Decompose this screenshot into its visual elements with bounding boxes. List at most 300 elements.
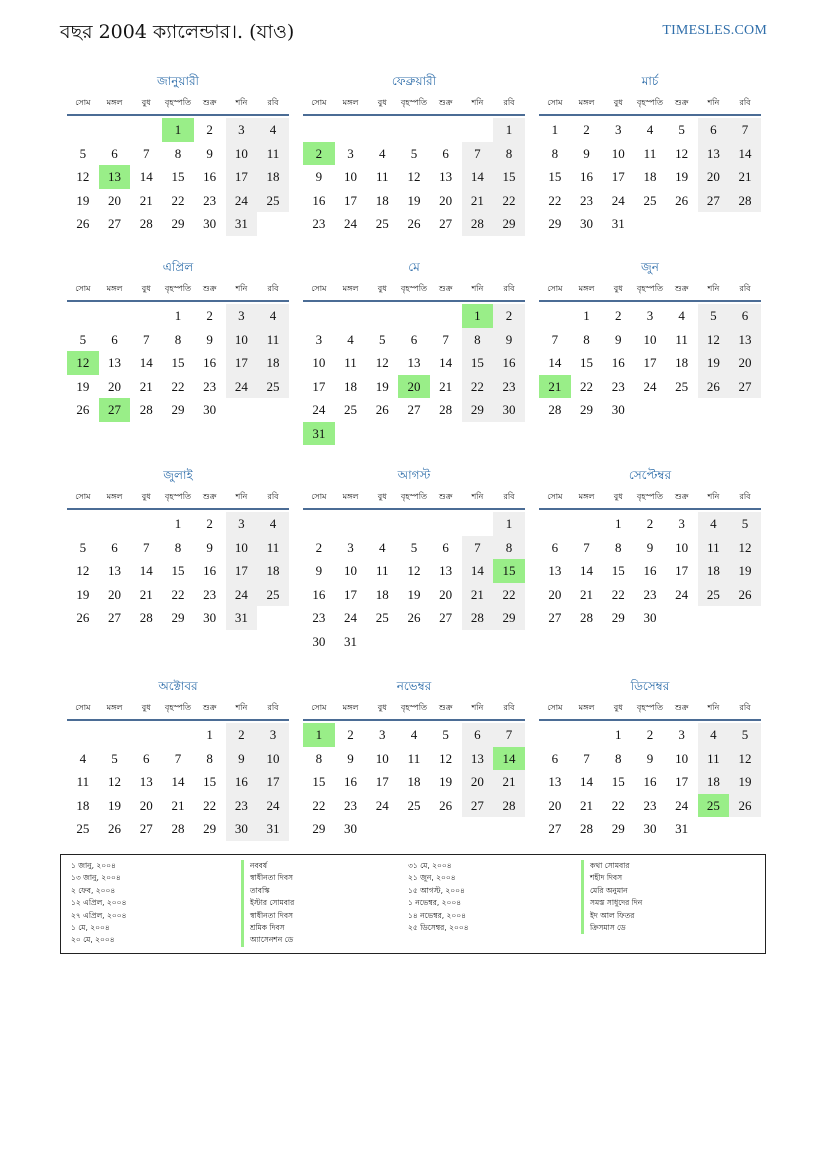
day-cell[interactable]: 17 [375, 774, 389, 789]
day-cell[interactable]: 13 [548, 774, 562, 789]
day-cell[interactable]: 24 [344, 610, 358, 625]
day-cell[interactable]: 7 [142, 539, 150, 555]
day-cell[interactable]: 28 [171, 821, 185, 836]
day-cell[interactable]: 17 [611, 169, 625, 184]
day-cell[interactable]: 13 [407, 355, 421, 370]
day-cell[interactable]: 15 [611, 563, 625, 578]
day-cell[interactable]: 24 [344, 216, 358, 231]
day-cell[interactable]: 21 [738, 169, 752, 184]
day-cell[interactable]: 5 [378, 331, 386, 347]
day-cell[interactable]: 4 [710, 727, 717, 742]
day-cell[interactable]: 15 [171, 169, 185, 184]
day-cell[interactable]: 30 [580, 216, 594, 231]
day-cell[interactable]: 16 [203, 169, 217, 184]
day-cell[interactable]: 2 [583, 122, 590, 137]
day-cell[interactable]: 9 [206, 539, 213, 555]
day-cell[interactable]: 1 [614, 727, 622, 742]
day-cell[interactable]: 19 [375, 378, 389, 394]
day-cell[interactable]: 25 [375, 610, 389, 625]
holiday-day-cell[interactable]: 20 [398, 375, 430, 399]
day-cell[interactable]: 18 [266, 563, 280, 578]
day-cell[interactable]: 9 [614, 331, 622, 347]
day-cell[interactable]: 1 [505, 122, 513, 137]
day-cell[interactable]: 5 [79, 539, 87, 555]
day-cell[interactable]: 27 [108, 216, 122, 231]
day-cell[interactable]: 29 [171, 402, 185, 417]
day-cell[interactable]: 29 [502, 216, 516, 231]
day-cell[interactable]: 21 [439, 378, 453, 394]
day-cell[interactable]: 23 [643, 586, 657, 602]
day-cell[interactable]: 31 [234, 610, 248, 625]
day-cell[interactable]: 11 [266, 331, 280, 347]
day-cell[interactable]: 3 [238, 308, 245, 323]
day-cell[interactable]: 23 [344, 797, 358, 813]
day-cell[interactable]: 14 [470, 169, 484, 184]
day-cell[interactable]: 11 [266, 145, 280, 161]
day-cell[interactable]: 18 [76, 797, 90, 813]
day-cell[interactable]: 24 [234, 192, 248, 208]
day-cell[interactable]: 14 [139, 169, 153, 184]
day-cell[interactable]: 24 [375, 797, 389, 813]
day-cell[interactable]: 27 [548, 821, 562, 836]
day-cell[interactable]: 11 [76, 774, 90, 789]
day-cell[interactable]: 22 [502, 192, 516, 208]
day-cell[interactable]: 5 [442, 727, 449, 742]
day-cell[interactable]: 20 [108, 586, 122, 602]
day-cell[interactable]: 26 [439, 797, 453, 813]
day-cell[interactable]: 3 [347, 539, 354, 555]
day-cell[interactable]: 18 [706, 774, 720, 789]
day-cell[interactable]: 28 [139, 610, 153, 625]
day-cell[interactable]: 20 [139, 797, 153, 813]
day-cell[interactable]: 22 [502, 586, 516, 602]
day-cell[interactable]: 20 [738, 355, 752, 370]
day-cell[interactable]: 28 [738, 192, 752, 208]
day-cell[interactable]: 10 [234, 145, 248, 161]
day-cell[interactable]: 16 [643, 563, 657, 578]
day-cell[interactable]: 22 [171, 192, 185, 208]
day-cell[interactable]: 29 [502, 610, 516, 625]
day-cell[interactable]: 28 [139, 402, 153, 417]
day-cell[interactable]: 21 [470, 192, 484, 208]
day-cell[interactable]: 10 [611, 145, 625, 161]
day-cell[interactable]: 31 [344, 633, 358, 649]
day-cell[interactable]: 10 [344, 169, 358, 184]
day-cell[interactable]: 28 [470, 216, 484, 231]
day-cell[interactable]: 10 [266, 750, 280, 766]
day-cell[interactable]: 11 [407, 750, 421, 766]
day-cell[interactable]: 11 [675, 331, 688, 347]
holiday-day-cell[interactable]: 15 [493, 559, 525, 583]
day-cell[interactable]: 29 [171, 216, 185, 231]
day-cell[interactable]: 11 [375, 563, 389, 578]
day-cell[interactable]: 12 [738, 539, 752, 555]
day-cell[interactable]: 14 [548, 355, 562, 370]
day-cell[interactable]: 27 [139, 821, 153, 836]
day-cell[interactable]: 5 [710, 308, 717, 323]
day-cell[interactable]: 26 [76, 216, 90, 231]
day-cell[interactable]: 15 [548, 169, 562, 184]
day-cell[interactable]: 4 [410, 727, 418, 742]
day-cell[interactable]: 17 [344, 192, 358, 208]
day-cell[interactable]: 28 [548, 402, 562, 417]
day-cell[interactable]: 30 [312, 633, 326, 649]
day-cell[interactable]: 25 [266, 378, 280, 394]
day-cell[interactable]: 22 [548, 192, 562, 208]
day-cell[interactable]: 27 [548, 610, 562, 625]
day-cell[interactable]: 23 [611, 378, 625, 394]
day-cell[interactable]: 25 [76, 821, 90, 836]
day-cell[interactable]: 7 [505, 727, 513, 742]
day-cell[interactable]: 6 [111, 539, 118, 555]
day-cell[interactable]: 13 [108, 355, 122, 370]
day-cell[interactable]: 28 [502, 797, 516, 813]
day-cell[interactable]: 13 [108, 563, 122, 578]
day-cell[interactable]: 5 [410, 539, 418, 555]
day-cell[interactable]: 17 [643, 355, 657, 370]
day-cell[interactable]: 10 [643, 331, 657, 347]
day-cell[interactable]: 11 [707, 750, 720, 766]
day-cell[interactable]: 11 [375, 169, 389, 184]
day-cell[interactable]: 25 [375, 216, 389, 231]
day-cell[interactable]: 30 [203, 216, 217, 231]
day-cell[interactable]: 4 [378, 539, 386, 555]
day-cell[interactable]: 18 [375, 586, 389, 602]
day-cell[interactable]: 2 [646, 516, 654, 531]
holiday-day-cell[interactable]: 2 [303, 142, 335, 166]
day-cell[interactable]: 26 [407, 216, 421, 231]
day-cell[interactable]: 25 [266, 192, 280, 208]
day-cell[interactable]: 23 [203, 378, 217, 394]
day-cell[interactable]: 24 [643, 378, 657, 394]
holiday-day-cell[interactable]: 31 [303, 422, 335, 446]
day-cell[interactable]: 22 [611, 586, 625, 602]
day-cell[interactable]: 31 [234, 216, 248, 231]
day-cell[interactable]: 4 [678, 308, 685, 323]
day-cell[interactable]: 15 [502, 169, 516, 184]
holiday-day-cell[interactable]: 25 [698, 794, 730, 818]
day-cell[interactable]: 25 [675, 378, 689, 394]
day-cell[interactable]: 10 [675, 539, 689, 555]
day-cell[interactable]: 30 [643, 610, 657, 625]
day-cell[interactable]: 20 [548, 797, 562, 813]
day-cell[interactable]: 3 [238, 122, 245, 137]
day-cell[interactable]: 22 [171, 586, 185, 602]
day-cell[interactable]: 24 [675, 586, 689, 602]
day-cell[interactable]: 16 [580, 169, 594, 184]
day-cell[interactable]: 22 [470, 378, 484, 394]
day-cell[interactable]: 27 [439, 610, 453, 625]
day-cell[interactable]: 5 [678, 122, 685, 137]
day-cell[interactable]: 8 [614, 539, 622, 555]
day-cell[interactable]: 26 [407, 610, 421, 625]
day-cell[interactable]: 18 [643, 169, 657, 184]
day-cell[interactable]: 22 [611, 797, 625, 813]
day-cell[interactable]: 23 [643, 797, 657, 813]
day-cell[interactable]: 31 [266, 821, 280, 836]
day-cell[interactable]: 8 [551, 145, 559, 161]
day-cell[interactable]: 27 [470, 797, 484, 813]
day-cell[interactable]: 4 [269, 516, 277, 531]
day-cell[interactable]: 7 [142, 331, 150, 347]
day-cell[interactable]: 6 [142, 750, 150, 766]
day-cell[interactable]: 29 [171, 610, 185, 625]
day-cell[interactable]: 22 [171, 378, 185, 394]
day-cell[interactable]: 15 [171, 355, 185, 370]
day-cell[interactable]: 29 [312, 821, 326, 836]
day-cell[interactable]: 1 [551, 122, 559, 137]
day-cell[interactable]: 7 [551, 331, 559, 347]
day-cell[interactable]: 12 [375, 355, 389, 370]
day-cell[interactable]: 8 [614, 750, 622, 766]
day-cell[interactable]: 7 [474, 539, 481, 555]
day-cell[interactable]: 8 [315, 750, 323, 766]
day-cell[interactable]: 11 [344, 355, 357, 370]
holiday-day-cell[interactable]: 1 [303, 723, 335, 747]
day-cell[interactable]: 1 [206, 727, 213, 742]
day-cell[interactable]: 6 [111, 331, 118, 347]
day-cell[interactable]: 27 [108, 610, 122, 625]
day-cell[interactable]: 19 [738, 563, 752, 578]
day-cell[interactable]: 10 [234, 331, 248, 347]
day-cell[interactable]: 19 [76, 378, 90, 394]
day-cell[interactable]: 27 [738, 378, 752, 394]
day-cell[interactable]: 14 [738, 145, 752, 161]
day-cell[interactable]: 6 [551, 750, 559, 766]
holiday-day-cell[interactable]: 27 [99, 398, 131, 422]
day-cell[interactable]: 10 [344, 563, 358, 578]
day-cell[interactable]: 18 [407, 774, 421, 789]
day-cell[interactable]: 4 [710, 516, 717, 531]
day-cell[interactable]: 16 [203, 563, 217, 578]
day-cell[interactable]: 27 [439, 216, 453, 231]
day-cell[interactable]: 8 [583, 331, 590, 347]
day-cell[interactable]: 22 [580, 378, 594, 394]
holiday-day-cell[interactable]: 1 [462, 304, 494, 328]
day-cell[interactable]: 18 [675, 355, 689, 370]
day-cell[interactable]: 19 [108, 797, 122, 813]
day-cell[interactable]: 12 [738, 750, 752, 766]
day-cell[interactable]: 18 [344, 378, 358, 394]
day-cell[interactable]: 29 [203, 821, 217, 836]
day-cell[interactable]: 19 [706, 355, 720, 370]
day-cell[interactable]: 28 [580, 610, 594, 625]
day-cell[interactable]: 19 [76, 586, 90, 602]
day-cell[interactable]: 5 [741, 516, 749, 531]
day-cell[interactable]: 31 [675, 821, 689, 836]
day-cell[interactable]: 29 [470, 402, 484, 417]
day-cell[interactable]: 14 [139, 563, 153, 578]
day-cell[interactable]: 7 [583, 539, 590, 555]
day-cell[interactable]: 17 [266, 774, 280, 789]
day-cell[interactable]: 30 [203, 402, 217, 417]
day-cell[interactable]: 25 [266, 586, 280, 602]
day-cell[interactable]: 3 [269, 727, 277, 742]
day-cell[interactable]: 24 [611, 192, 625, 208]
day-cell[interactable]: 8 [174, 539, 182, 555]
day-cell[interactable]: 20 [439, 586, 453, 602]
day-cell[interactable]: 2 [206, 516, 213, 531]
day-cell[interactable]: 16 [643, 774, 657, 789]
day-cell[interactable]: 19 [439, 774, 453, 789]
day-cell[interactable]: 4 [269, 308, 277, 323]
day-cell[interactable]: 2 [347, 727, 354, 742]
day-cell[interactable]: 18 [266, 169, 280, 184]
day-cell[interactable]: 5 [410, 145, 418, 161]
day-cell[interactable]: 3 [614, 122, 622, 137]
day-cell[interactable]: 20 [439, 192, 453, 208]
day-cell[interactable]: 19 [76, 192, 90, 208]
holiday-day-cell[interactable]: 1 [162, 118, 194, 142]
day-cell[interactable]: 28 [139, 216, 153, 231]
day-cell[interactable]: 30 [234, 821, 248, 836]
day-cell[interactable]: 17 [234, 169, 248, 184]
day-cell[interactable]: 14 [171, 774, 185, 789]
day-cell[interactable]: 26 [76, 402, 90, 417]
day-cell[interactable]: 4 [378, 145, 386, 161]
day-cell[interactable]: 20 [706, 169, 720, 184]
day-cell[interactable]: 21 [139, 192, 153, 208]
day-cell[interactable]: 13 [439, 169, 453, 184]
day-cell[interactable]: 13 [470, 750, 484, 766]
day-cell[interactable]: 14 [580, 563, 594, 578]
holiday-day-cell[interactable]: 14 [493, 747, 525, 771]
day-cell[interactable]: 6 [741, 308, 749, 323]
day-cell[interactable]: 21 [171, 797, 185, 813]
day-cell[interactable]: 30 [502, 402, 516, 417]
day-cell[interactable]: 4 [347, 331, 354, 347]
day-cell[interactable]: 6 [551, 539, 559, 555]
day-cell[interactable]: 7 [174, 750, 182, 766]
day-cell[interactable]: 25 [344, 402, 358, 417]
day-cell[interactable]: 4 [79, 750, 87, 766]
day-cell[interactable]: 9 [315, 563, 323, 578]
day-cell[interactable]: 3 [678, 516, 685, 531]
day-cell[interactable]: 15 [580, 355, 594, 370]
day-cell[interactable]: 21 [470, 586, 484, 602]
day-cell[interactable]: 1 [583, 308, 590, 323]
day-cell[interactable]: 8 [206, 750, 213, 766]
day-cell[interactable]: 6 [442, 145, 449, 161]
day-cell[interactable]: 27 [706, 192, 720, 208]
day-cell[interactable]: 4 [269, 122, 277, 137]
day-cell[interactable]: 3 [238, 516, 245, 531]
day-cell[interactable]: 19 [675, 169, 689, 184]
day-cell[interactable]: 30 [611, 402, 625, 417]
day-cell[interactable]: 13 [706, 145, 720, 161]
day-cell[interactable]: 22 [203, 797, 217, 813]
holiday-day-cell[interactable]: 12 [67, 351, 99, 375]
day-cell[interactable]: 16 [344, 774, 358, 789]
day-cell[interactable]: 13 [139, 774, 153, 789]
day-cell[interactable]: 30 [344, 821, 358, 836]
day-cell[interactable]: 9 [646, 750, 654, 766]
day-cell[interactable]: 24 [312, 402, 326, 417]
day-cell[interactable]: 7 [741, 122, 749, 137]
site-brand[interactable]: TIMESLES.COM [662, 23, 767, 38]
day-cell[interactable]: 14 [439, 355, 453, 370]
day-cell[interactable]: 16 [203, 355, 217, 370]
day-cell[interactable]: 1 [174, 308, 182, 323]
day-cell[interactable]: 10 [675, 750, 689, 766]
day-cell[interactable]: 12 [407, 169, 421, 184]
day-cell[interactable]: 28 [580, 821, 594, 836]
day-cell[interactable]: 14 [580, 774, 594, 789]
day-cell[interactable]: 9 [583, 145, 590, 161]
day-cell[interactable]: 26 [706, 378, 720, 394]
day-cell[interactable]: 28 [470, 610, 484, 625]
day-cell[interactable]: 9 [206, 145, 213, 161]
day-cell[interactable]: 10 [375, 750, 389, 766]
day-cell[interactable]: 21 [580, 797, 594, 813]
day-cell[interactable]: 12 [76, 563, 90, 578]
day-cell[interactable]: 12 [407, 563, 421, 578]
day-cell[interactable]: 29 [611, 610, 625, 625]
day-cell[interactable]: 14 [139, 355, 153, 370]
day-cell[interactable]: 21 [139, 586, 153, 602]
day-cell[interactable]: 30 [643, 821, 657, 836]
day-cell[interactable]: 13 [548, 563, 562, 578]
day-cell[interactable]: 8 [505, 145, 513, 161]
day-cell[interactable]: 10 [312, 355, 326, 370]
day-cell[interactable]: 3 [646, 308, 654, 323]
day-cell[interactable]: 8 [174, 331, 182, 347]
day-cell[interactable]: 9 [315, 169, 323, 184]
day-cell[interactable]: 24 [234, 378, 248, 394]
day-cell[interactable]: 10 [234, 539, 248, 555]
day-cell[interactable]: 12 [439, 750, 453, 766]
day-cell[interactable]: 29 [580, 402, 594, 417]
day-cell[interactable]: 1 [505, 516, 513, 531]
day-cell[interactable]: 29 [548, 216, 562, 231]
day-cell[interactable]: 12 [108, 774, 122, 789]
day-cell[interactable]: 15 [171, 563, 185, 578]
day-cell[interactable]: 23 [312, 216, 326, 231]
day-cell[interactable]: 6 [710, 122, 717, 137]
day-cell[interactable]: 9 [238, 750, 245, 766]
day-cell[interactable]: 9 [206, 331, 213, 347]
day-cell[interactable]: 24 [675, 797, 689, 813]
day-cell[interactable]: 26 [76, 610, 90, 625]
day-cell[interactable]: 2 [206, 122, 213, 137]
day-cell[interactable]: 25 [643, 192, 657, 208]
day-cell[interactable]: 23 [312, 610, 326, 625]
day-cell[interactable]: 21 [502, 774, 516, 789]
day-cell[interactable]: 6 [111, 145, 118, 161]
day-cell[interactable]: 9 [505, 331, 513, 347]
day-cell[interactable]: 26 [375, 402, 389, 417]
day-cell[interactable]: 19 [407, 192, 421, 208]
day-cell[interactable]: 7 [442, 331, 449, 347]
day-cell[interactable]: 17 [675, 563, 689, 578]
day-cell[interactable]: 13 [439, 563, 453, 578]
day-cell[interactable]: 11 [707, 539, 720, 555]
day-cell[interactable]: 3 [315, 331, 323, 347]
day-cell[interactable]: 2 [646, 727, 654, 742]
day-cell[interactable]: 9 [347, 750, 354, 766]
day-cell[interactable]: 23 [203, 586, 217, 602]
day-cell[interactable]: 27 [407, 402, 421, 417]
day-cell[interactable]: 9 [646, 539, 654, 555]
day-cell[interactable]: 17 [312, 378, 326, 394]
day-cell[interactable]: 4 [646, 122, 654, 137]
day-cell[interactable]: 5 [111, 750, 118, 766]
day-cell[interactable]: 17 [675, 774, 689, 789]
day-cell[interactable]: 22 [312, 797, 326, 813]
day-cell[interactable]: 12 [706, 331, 720, 347]
day-cell[interactable]: 2 [315, 539, 323, 555]
day-cell[interactable]: 19 [407, 586, 421, 602]
